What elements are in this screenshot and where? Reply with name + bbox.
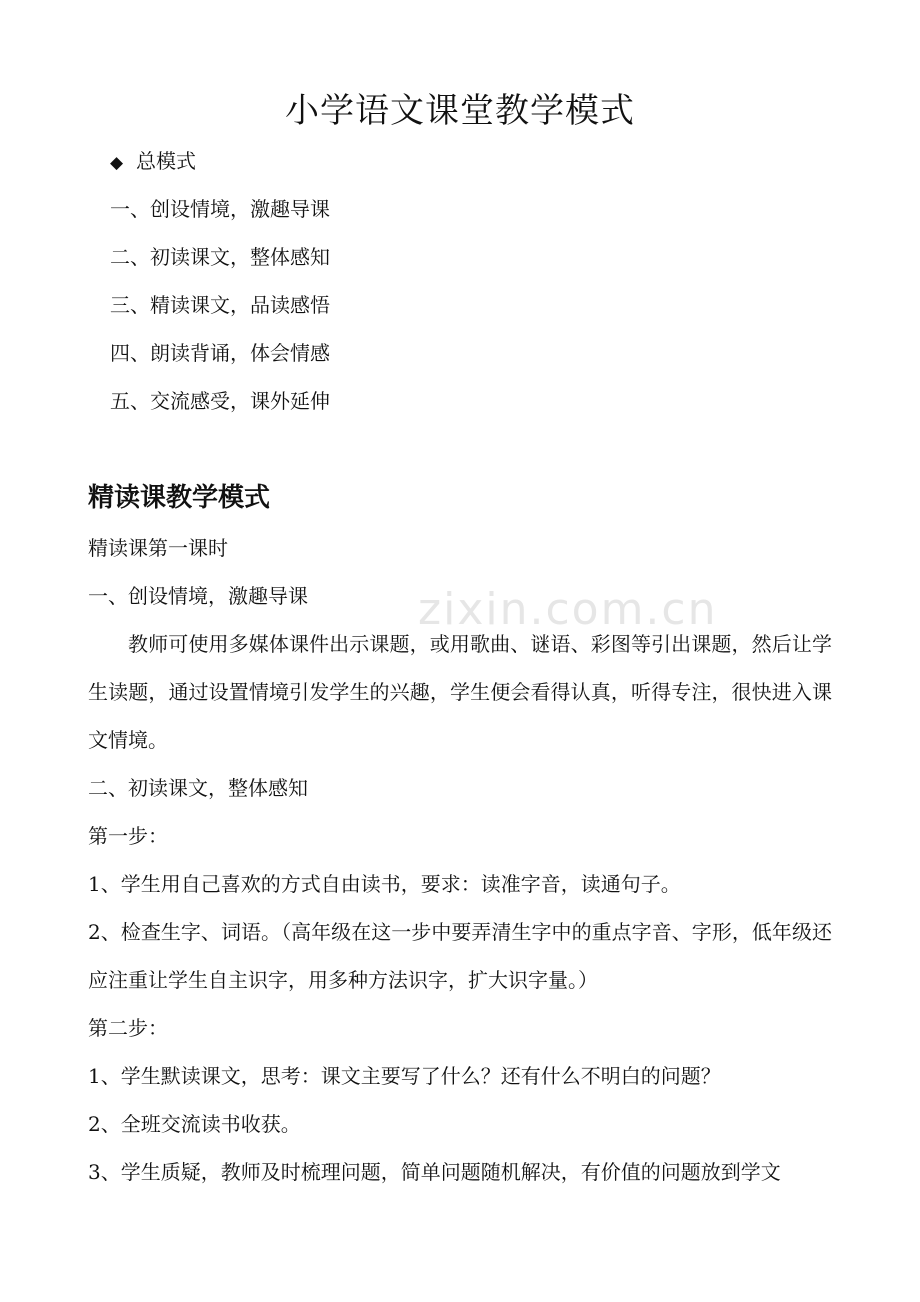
section-body (88, 524, 832, 1196)
outline-list (110, 140, 330, 428)
substep-label: 第二步： (88, 1016, 168, 1040)
page-title: 小学语文课堂教学模式 (285, 91, 635, 131)
watermark-text: zixin.com.cn (418, 584, 718, 635)
list-item: 2、检查生字、词语。（高年级在这一步中要弄清生字中的重点字音、字形，低年级还应注重让学生自主识字，用多种方法识字，扩大识字量。） (88, 920, 832, 992)
outline-item: 一、创设情境，激趣导课 (110, 197, 330, 221)
list-item: 2、全班交流读书收获。 (88, 1112, 301, 1136)
paragraph: 教师可使用多媒体课件出示课题，或用歌曲、谜语、彩图等引出课题，然后让学生读题，通过设置情境引发学生的兴趣，学生便会看得认真，听得专注，很快进入课文情境。 (88, 632, 832, 752)
lesson-subheading: 精读课第一课时 (88, 536, 228, 560)
step-heading: 二、初读课文，整体感知 (88, 776, 308, 800)
outline-item: 三、精读课文，品读感悟 (110, 293, 330, 317)
step-heading: 一、创设情境，激趣导课 (88, 584, 308, 608)
outline-item: 五、交流感受，课外延伸 (110, 389, 330, 413)
outline-heading-text: 总模式 (136, 149, 196, 173)
list-item: 1、学生默读课文，思考：课文主要写了什么？还有什么不明白的问题？ (88, 1064, 721, 1088)
list-item: 3、学生质疑，教师及时梳理问题，简单问题随机解决，有价值的问题放到学文 (88, 1160, 781, 1184)
outline-heading (110, 140, 330, 188)
outline-item: 二、初读课文，整体感知 (110, 245, 330, 269)
outline-item: 四、朗读背诵，体会情感 (110, 341, 330, 365)
list-item: 1、学生用自己喜欢的方式自由读书，要求：读准字音，读通句子。 (88, 872, 681, 896)
diamond-bullet-icon: ◆ (110, 153, 124, 173)
section-heading: 精读课教学模式 (88, 483, 271, 513)
substep-label: 第一步： (88, 824, 168, 848)
